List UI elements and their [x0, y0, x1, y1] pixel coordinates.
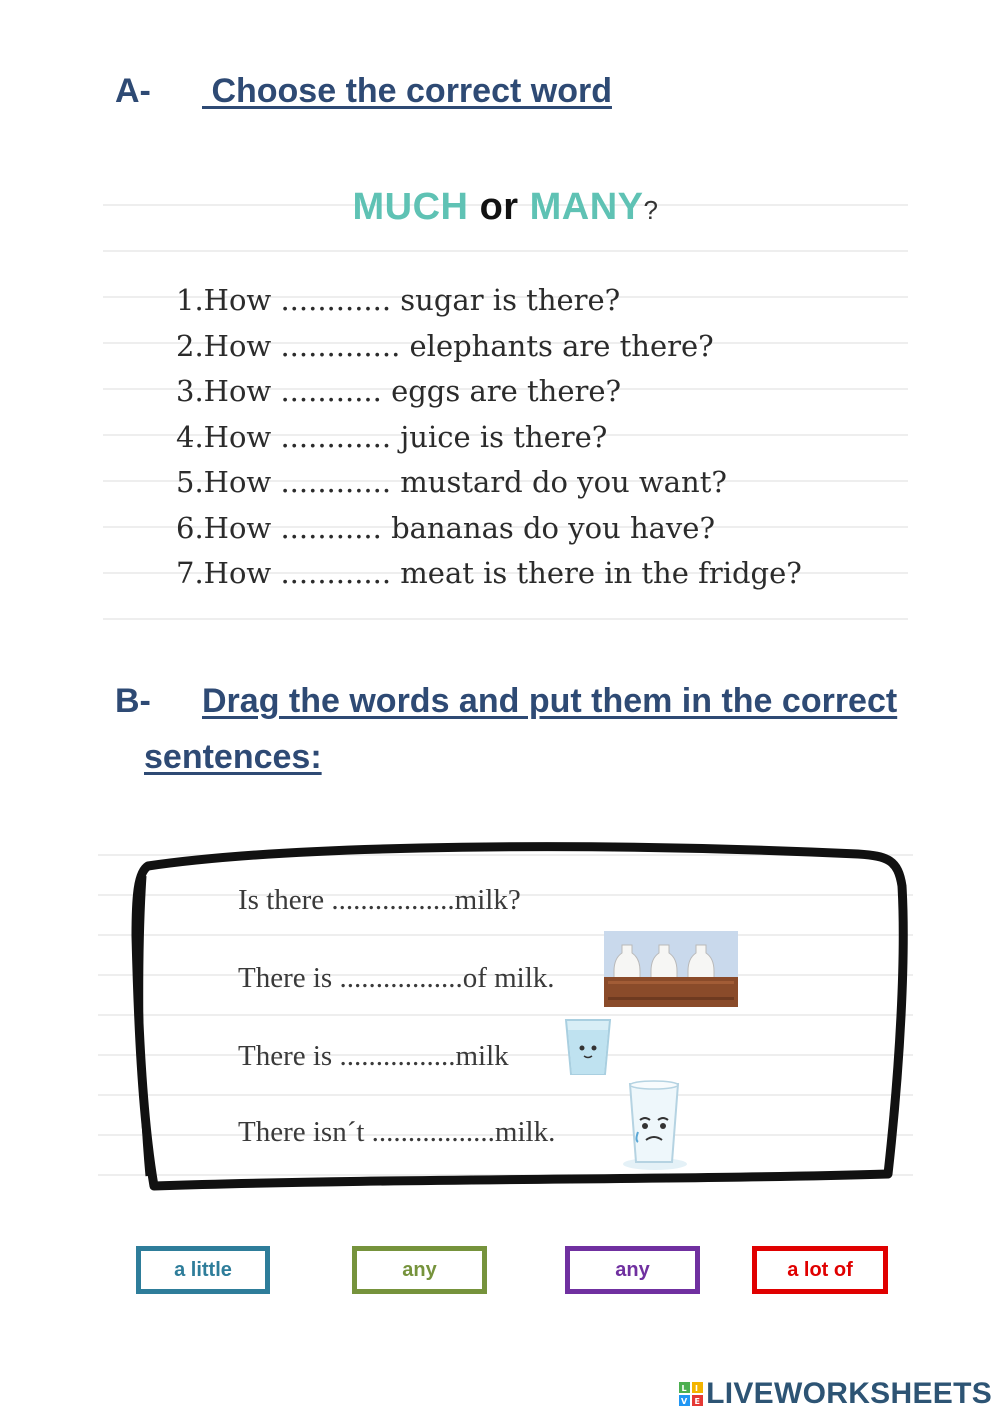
section-b-title-line2: sentences: [144, 738, 322, 776]
section-a-title: Choose the correct word [202, 72, 612, 110]
question-item: 3.How ........... eggs are there? [176, 374, 622, 408]
exercise-a-panel [103, 160, 908, 650]
question-item: 6.How ........... bananas do you have? [176, 510, 716, 545]
heading-many: MANY [529, 186, 644, 228]
svg-text:V: V [681, 1397, 688, 1406]
section-a-letter: A- [115, 72, 151, 110]
heading-or: or [479, 186, 519, 228]
svg-text:E: E [694, 1397, 701, 1406]
svg-text:L: L [681, 1384, 687, 1393]
svg-text:I: I [695, 1384, 699, 1393]
word-chip-any-green[interactable]: any [352, 1246, 487, 1294]
sentence-4: There isn´t .................milk. [238, 1116, 556, 1148]
section-b-letter: B- [115, 682, 151, 720]
question-item: 4.How ............ juice is there? [176, 419, 608, 454]
heading-much: MUCH [352, 186, 469, 228]
sad-empty-glass-icon [618, 1078, 693, 1172]
heading-question-mark: ? [643, 195, 659, 225]
liveworksheets-wordmark: LIVEWORKSHEETS [706, 1377, 992, 1410]
sentence-3: There is ................milk [238, 1040, 509, 1072]
word-chip-any-purple[interactable]: any [565, 1246, 700, 1294]
sentence-2: There is .................of milk. [238, 962, 555, 994]
liveworksheets-logo-icon [678, 1381, 704, 1407]
question-list [176, 278, 802, 597]
exercise-b-panel [98, 816, 913, 1191]
question-item: 7.How ............ meat is there in the fridge? [176, 556, 802, 590]
small-milk-glass-icon [560, 1016, 616, 1078]
question-item: 5.How ............ mustard do you want? [176, 465, 727, 499]
word-chip-a-lot-of[interactable]: a lot of [752, 1246, 888, 1294]
word-chip-a-little[interactable]: a little [136, 1246, 270, 1294]
much-or-many-heading [103, 186, 908, 229]
milk-bottles-crate-icon [604, 931, 738, 1007]
liveworksheets-brand [678, 1377, 992, 1411]
sentence-1: Is there .................milk? [238, 884, 521, 916]
section-b-title-line1: Drag the words and put them in the correct [202, 682, 898, 720]
question-item: 1.How ............ sugar is there? [176, 283, 621, 317]
question-item: 2.How ............. elephants are there? [176, 328, 714, 363]
